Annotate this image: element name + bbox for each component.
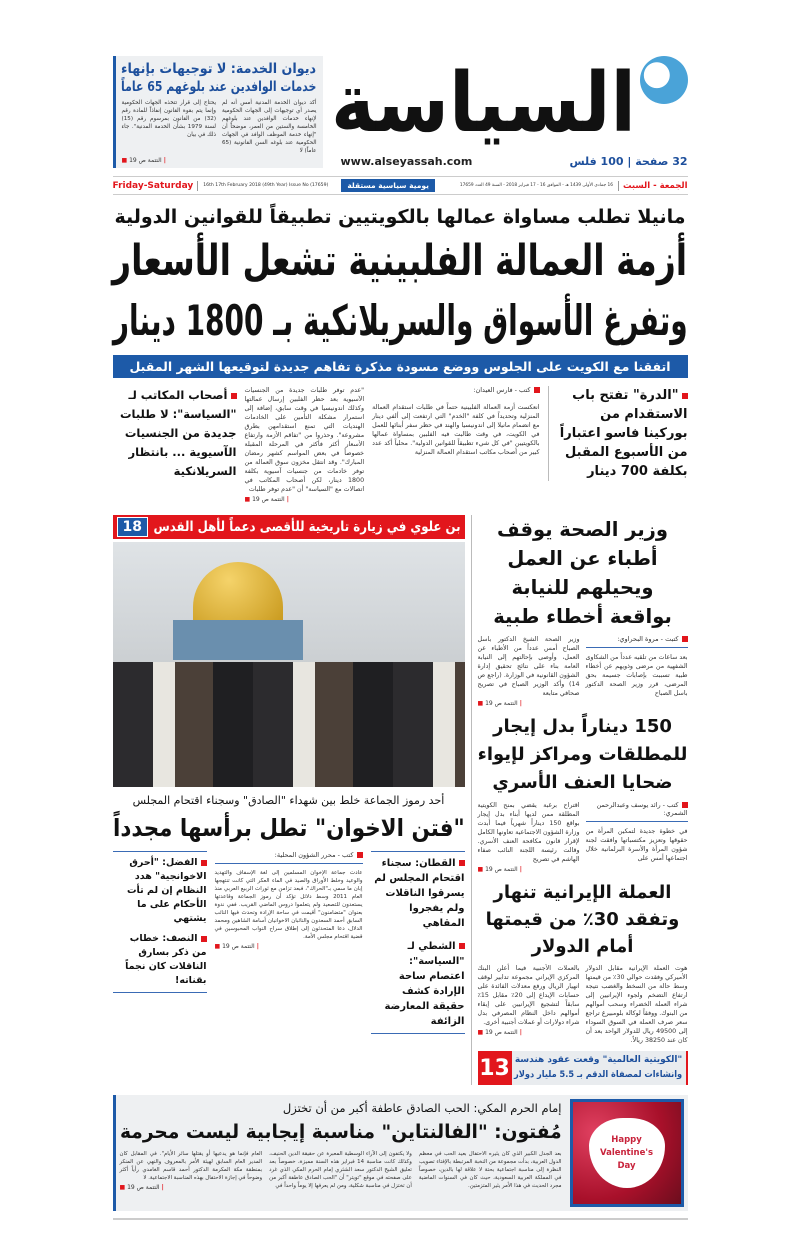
continued-label: التتمة ص 19 bbox=[222, 943, 255, 950]
continued-label: التتمة ص 19 bbox=[129, 157, 162, 164]
byline-row bbox=[372, 386, 539, 398]
top-teaser-box bbox=[113, 56, 323, 168]
left-column bbox=[113, 515, 471, 1085]
valentine-text-1: بعد الجدل الكبير الذي كان يثيره الاحتفال بعيد الحب في معظم الدول العربية، بدأت مجموعة من النخبة المرتبطة بالإفتاء تصويب النظرة إلى مناسبة اجتماعية بحتة لا علاقة لها بالدين، خصوصاً في المملكة العربية السعودية، حيث كان في السنوات الماضية مجرد الحديث في هذا الأمر يثير المتزمتين. bbox=[418, 1151, 562, 1189]
bullet-icon bbox=[357, 852, 363, 858]
bullet-icon bbox=[201, 860, 207, 866]
side-quote: القطان: سجناء اقتحام المجلس لم يسرقوا الناقلات ولم يفجروا المقاهي bbox=[374, 858, 465, 929]
teaser-text-left: يحتاج إلى قرار تتخذه الجهات الحكومية وإنما يتم بقوة القانون إنفاذاً للمادة رقم (32) من القانون بمرسوم رقم (15) لسنة 1979 بشأن الخدمة المدنية". جاء ذلك في بيان bbox=[121, 100, 216, 138]
brotherhood-main-text bbox=[215, 851, 363, 950]
iran-text-2: بالعملات الأجنبية فيما أعلن البنك المركزي الإيراني مجموعة تدابير لوقف انهيار الريال ورفع معدلات الفائدة على حسابات الإيداع إلى 20٪ مقابل 15٪ سابقاً لتشجيع الإيرانيين على إبقاء أموالهم داخل النظام المصرفي بدل شراء دولارات أو عملات أجنبية أخرى. bbox=[477, 965, 580, 1026]
date-english: 16th 17th February 2018 (49th Year) Issue No (17659) bbox=[203, 183, 329, 188]
valentine-image-text: Happy Valentine's Day bbox=[599, 1134, 654, 1171]
bottom-rule bbox=[113, 1218, 688, 1220]
photo-story-headline: بن علوي في زيارة تاريخية للأقصى دعماً لأهل القدس bbox=[153, 519, 461, 535]
side-quote: الشطي لـ "السياسة": اعتصام ساحة الإرادة كشف حقيقة المعارضة الزائفة bbox=[384, 941, 465, 1027]
side-quote: الفضل: "أحرق الاخوانجية" هدد النظام إن لم تأت الأحكام على ما يشتهي bbox=[127, 857, 207, 924]
divorcees-text-1: في خطوة جديدة لتمكين المرأة من حقوقها وتعزيز مكتسباتها وافقت لجنة شؤون المرأة والأسرة البرلمانية خلال اجتماعها أمس على bbox=[585, 828, 688, 862]
days-arabic: الجمعة - السبت bbox=[618, 181, 688, 191]
header bbox=[113, 56, 688, 168]
iran-headline: العملة الإيرانية تنهار وتفقد 30٪ من قيمتها أمام الدولار bbox=[485, 882, 680, 957]
website-link[interactable]: www.alseyassah.com bbox=[340, 155, 473, 168]
byline: كتب - محرر الشؤون المحلية: bbox=[274, 851, 354, 859]
continued-link[interactable]: | التتمة ص 19 ■ bbox=[477, 866, 522, 873]
kgl-headline-1: "الكويتية العالمية" وقعت عقود هندسة bbox=[514, 1055, 683, 1065]
right-column bbox=[471, 515, 688, 1085]
page-number-badge: 13 bbox=[478, 1051, 512, 1085]
shrine-wall bbox=[173, 620, 303, 660]
price: 100 فلس bbox=[569, 155, 624, 168]
main-story-col-1 bbox=[372, 386, 539, 457]
bullet-icon bbox=[682, 802, 688, 808]
iran-col-left bbox=[478, 964, 580, 1036]
brotherhood-headline: "فتن الاخوان" تطل برأسها مجدداً bbox=[112, 814, 465, 842]
byline-row bbox=[586, 801, 688, 822]
main-banner-bar bbox=[113, 355, 688, 378]
valentine-text-2: ولا يكتفون إلى الآراء الوسطية المعبرة عن حقيقة الدين الحنيف، وكذلك كانت مناسبة 14 فبراير هذه السنة مميزة، خصوصاً بعد تعليق الشيخ الدكتور سعد الشثري إمام الحرم المكي الذي غرد على صفحته في موقع "تويتر" أن "الحب الصادق عاطفة أكبر من أن تختزل في مناسبة شكلية، ومن لم يعرفها إلا يوماً واحداً في bbox=[269, 1151, 412, 1189]
side-quote: النصف: خطاب من ذكر بسارق الناقلات كان نجماً بقناته! bbox=[125, 933, 207, 986]
front-page bbox=[113, 0, 688, 1260]
bullet-icon bbox=[201, 936, 207, 942]
kgl-box[interactable] bbox=[478, 1051, 688, 1085]
byline: كتبت - مروة البحراوي: bbox=[617, 635, 679, 643]
lead-story bbox=[113, 203, 688, 378]
heart-icon bbox=[589, 1118, 665, 1188]
divorcees-headline: 150 ديناراً بدل إيجار للمطلقات ومراكز لإيواء ضحايا العنف الأسري bbox=[477, 716, 688, 793]
side-story-offices[interactable] bbox=[113, 386, 237, 481]
side-story-headline: "الدرة" تفتح باب الاستقدام من بوركينا فاسو اعتباراً من الأسبوع المقبل بكلفة 700 دينار bbox=[559, 388, 688, 479]
continued-link[interactable]: | التتمة ص 19 ■ bbox=[477, 1029, 522, 1036]
continued-label: التتمة ص 19 bbox=[252, 496, 285, 503]
continued-label: التتمة ص 19 bbox=[127, 1184, 160, 1191]
valentine-image bbox=[570, 1099, 684, 1207]
teaser-text-right: أكد ديوان الخدمة المدنية أمس أنه لم يصدر أي توجيهات إلى الجهات الحكومية لإنهاء خدمات الوافدين عند بلوغهم الخامسة والستين من العمر، موضحاً أن "إنهاء خدمة الموظف الوافد في الجهات الحكومية عند بلوغه السن القانونية (65 عاماً) لا bbox=[222, 100, 317, 154]
byline-row bbox=[215, 851, 363, 864]
health-col-right bbox=[586, 635, 688, 698]
eagle-logo-icon bbox=[640, 56, 688, 104]
main-headline-2: وتفرغ الأسواق والسريلانكية بـ 1800 دينار bbox=[112, 296, 688, 345]
byline: كتب - فارس العيدان: bbox=[473, 386, 531, 394]
logo-text: السياسة bbox=[330, 56, 636, 151]
valentine-headline: مُفتون: "الفالنتاين" مناسبة إيجابية ليست محرمة bbox=[119, 1121, 562, 1143]
brotherhood-side-left bbox=[113, 851, 207, 993]
byline: كتب - رائد يوسف وعبدالرحمن الشمري: bbox=[596, 801, 688, 817]
lower-columns bbox=[113, 515, 688, 1085]
health-text-2: وزير الصحة الشيخ الدكتور باسل الصباح أمس عدداً من الأطباء عن العمل، وأوصى بإحالتهم إلى النيابة العامة بناء على نتائج تحقيق إدارة الشؤون القانونية في الوزارة. (راجع ص 14) وأكد الوزير الصباح في تصريح صحافي متابعة bbox=[477, 636, 580, 697]
byline-row bbox=[586, 635, 688, 648]
bullet-icon bbox=[459, 860, 465, 866]
brotherhood-text: عادت جماعة الإخوان المسلمين إلى لغة الإسفاف والتهديد والوعيد وخلط الأوراق والصيد في الماء العكر التي كانت تنتهجها إبان ما سمي بـ"الحراك"، فبعد تزامن مع ثورات الربيع العربي منذ العام 2011 وسط دلائل تؤكد أن رموز الجماعة وقاعدتها يستعدون للتصعيد ولم يتعلموا دروس الماضي القريب. ففي ندوة بعنوان "متضامنون" أقيمت في ساحة الإرادة وتحدث فيها النائب السابق أحمد السعدون والنائبان الاخوانيان أسامة الشاهين ومحمد الدلال، دعا المتحدثون إلى إطلاق سراح النواب المحبوسين في قضية اقتحام مجلس الأمة. bbox=[214, 870, 363, 940]
health-headline: وزير الصحة يوقف أطباء عن العمل ويحيلهم للنيابة بواقعة أخطاء طبية bbox=[493, 518, 672, 628]
continued-label: التتمة ص 19 bbox=[485, 700, 518, 707]
brotherhood-kicker: أحد رموز الجماعة خلط بين شهداء "الصادق" وسجناء اقتحام المجلس bbox=[132, 794, 445, 807]
bullet-icon bbox=[231, 393, 237, 399]
main-story-col-2 bbox=[245, 386, 365, 503]
divorcees-text-2: اقتراح برغبة يقضي بمنح الكويتية المطلقة ممن لديها أبناء بدل إيجار بواقع 150 ديناراً شهرياً فيما أبدت وزارة الشؤون الاجتماعية تعاونها الكامل لإقرار قانون مكافحة العنف الأسري. وقالت رئيسة اللجنة النائب صفاء الهاشم في تصريح bbox=[477, 802, 580, 863]
continued-link[interactable]: | التتمة ص 19 ■ bbox=[214, 943, 259, 950]
dome-icon bbox=[193, 562, 283, 622]
brotherhood-side-right bbox=[371, 851, 465, 1034]
valentine-box bbox=[113, 1095, 688, 1211]
news-photo-al-aqsa bbox=[113, 542, 465, 787]
page-number-badge: 18 bbox=[117, 517, 148, 537]
continued-label: التتمة ص 19 bbox=[485, 866, 518, 873]
photo-story-banner[interactable] bbox=[113, 515, 465, 539]
bullet-icon bbox=[534, 387, 540, 393]
continued-link[interactable]: | التتمة ص 19 ■ bbox=[477, 700, 522, 707]
continued-link[interactable]: | التتمة ص 19 ■ bbox=[121, 157, 166, 164]
people-group bbox=[113, 662, 465, 787]
price-info: 32 صفحة | 100 فلس bbox=[569, 155, 688, 168]
main-story-text-2: "عدم توفر طلبات جديدة من الجنسيات الآسيوية بعد حظر الفلبين إرسال عمالتها وكذلك اندونيسيا في وقت سابق، إضافة إلى استمرار مشكلة التأمين على الخادمات الهنديات التي تمنع استقدامهن بطرق مشروعة". وحذروا من "تفاقم الأزمة وارتفاع الأسعار أكثر فأكثر في المرحلة المقبلة خصوصاً في بعض المواسم كشهر رمضان المبارك". وقد انتقل مخزون سوق العمالة من توفر خادمات من جنسيات آسيوية بكلفة 1800 دينار، لكن أصحاب المكاتب في اتصالات مع "السياسة" أن "عدم توفر طلبات bbox=[244, 387, 365, 493]
secondary-row bbox=[113, 386, 688, 503]
brotherhood-story bbox=[113, 793, 465, 1034]
divorcees-col-right bbox=[586, 801, 688, 863]
bullet-icon bbox=[682, 393, 688, 399]
bullet-icon bbox=[682, 636, 688, 642]
continued-link[interactable]: | التتمة ص 19 ■ bbox=[244, 496, 289, 503]
divorcees-col-left bbox=[478, 801, 580, 873]
main-banner: اتفقنا مع الكويت على الجلوس ووضع مسودة مذكرة تفاهم جديدة لتوقيعها الشهر المقبل bbox=[129, 359, 671, 374]
page-count: 32 صفحة bbox=[635, 155, 688, 168]
kgl-headline-2: وانشاءات لمصفاة الدقم بـ 5.5 مليار دولار bbox=[514, 1070, 683, 1080]
valentine-kicker: إمام الحرم المكي: الحب الصادق عاطفة أكبر من أن تختزل bbox=[282, 1101, 562, 1115]
main-headline-1: أزمة العمالة الفلبينية تشعل الأسعار bbox=[112, 236, 688, 286]
tagline: يومية سياسية مستقلة bbox=[341, 179, 435, 192]
date-arabic: 16 جمادى الأولى 1439 هـ - الموافق 16 - 17 فبراير 2018 - السنة 49 العدد 17659 bbox=[459, 183, 613, 188]
valentine-text-3: العام فإنما هو يدعيها أو يقتلها سائر الأيام". في المقابل كان المدير العام السابق لهيئة الأمر بالمعروف والنهي عن المنكر بمنطقة مكة المكرمة الدكتور أحمد قاسم الغامدي رأياً أكثر وضوحاً في إجازة الاحتفال بهذه المناسبة الاجتماعية. لا bbox=[119, 1151, 263, 1181]
health-col-left bbox=[478, 635, 580, 707]
health-text-1: بعد ساعات من تلقيه عدداً من الشكاوى الشفهية من مرضى وذويهم عن أخطاء طبية تسببت بإصابات جسيمة بحق المرضى، قرر وزير الصحة الدكتور باسل الصباح bbox=[585, 654, 688, 697]
side-story-durra[interactable] bbox=[548, 386, 688, 481]
masthead bbox=[331, 56, 688, 168]
bullet-icon bbox=[459, 943, 465, 949]
dateline-bar bbox=[113, 176, 688, 195]
teaser-headline-1: ديوان الخدمة: لا توجيهات بإنهاء bbox=[121, 61, 317, 77]
days-english: Friday-Saturday bbox=[113, 181, 199, 191]
teaser-headline-2: خدمات الوافدين عند بلوغهم 65 عاماً bbox=[121, 79, 317, 95]
main-kicker: مانيلا تطلب مساواة عمالها بالكويتيين تطبيقاً للقوانين الدولية bbox=[114, 206, 686, 228]
main-story-text-1: انعكست أزمة العمالة الفلبينية حتماً في طلبات استقدام العمالة المنزلية وتحديداً في كلفة "الخدم" التي ارتفعت إلى ألفي دينار مع انضمام مانيلا إلى اندونيسيا والهند في حظر سفر أبنائها للعمل في الكويت، في وقت طالبت فيه الفلبين بمساواة عمالها بالكويتيين "في كل شيء تطبيقاً للقوانين الدولية". محلياً أكد عدد كبير من أصحاب مكاتب استقدام العمالة المنزلية bbox=[372, 404, 540, 456]
iran-text-1: هوت العملة الإيرانية مقابل الدولار الأميركي وفقدت حوالي 30٪ من قيمتها وسط حالة من السخط والغضب نتيجة ارتفاع التضخم ولجوء الإيرانيين إلى شراء العملة الخضراء وسحب أموالهم من البنوك. ووفقاً لوكالة بلومبيرغ تراجع سعر صرف العملة في السوق السوداء إلى 49500 ريال للدولار الواحد بعد أن كان عند 38250 ريالاً. bbox=[585, 965, 688, 1044]
continued-label: التتمة ص 19 bbox=[485, 1029, 518, 1036]
side-story-headline: أصحاب المكاتب لـ "السياسة": لا طلبات جديدة من الجنسيات الآسيوية ... بانتظار السريلانكية bbox=[119, 388, 237, 478]
continued-link[interactable]: | التتمة ص 19 ■ bbox=[119, 1184, 164, 1191]
